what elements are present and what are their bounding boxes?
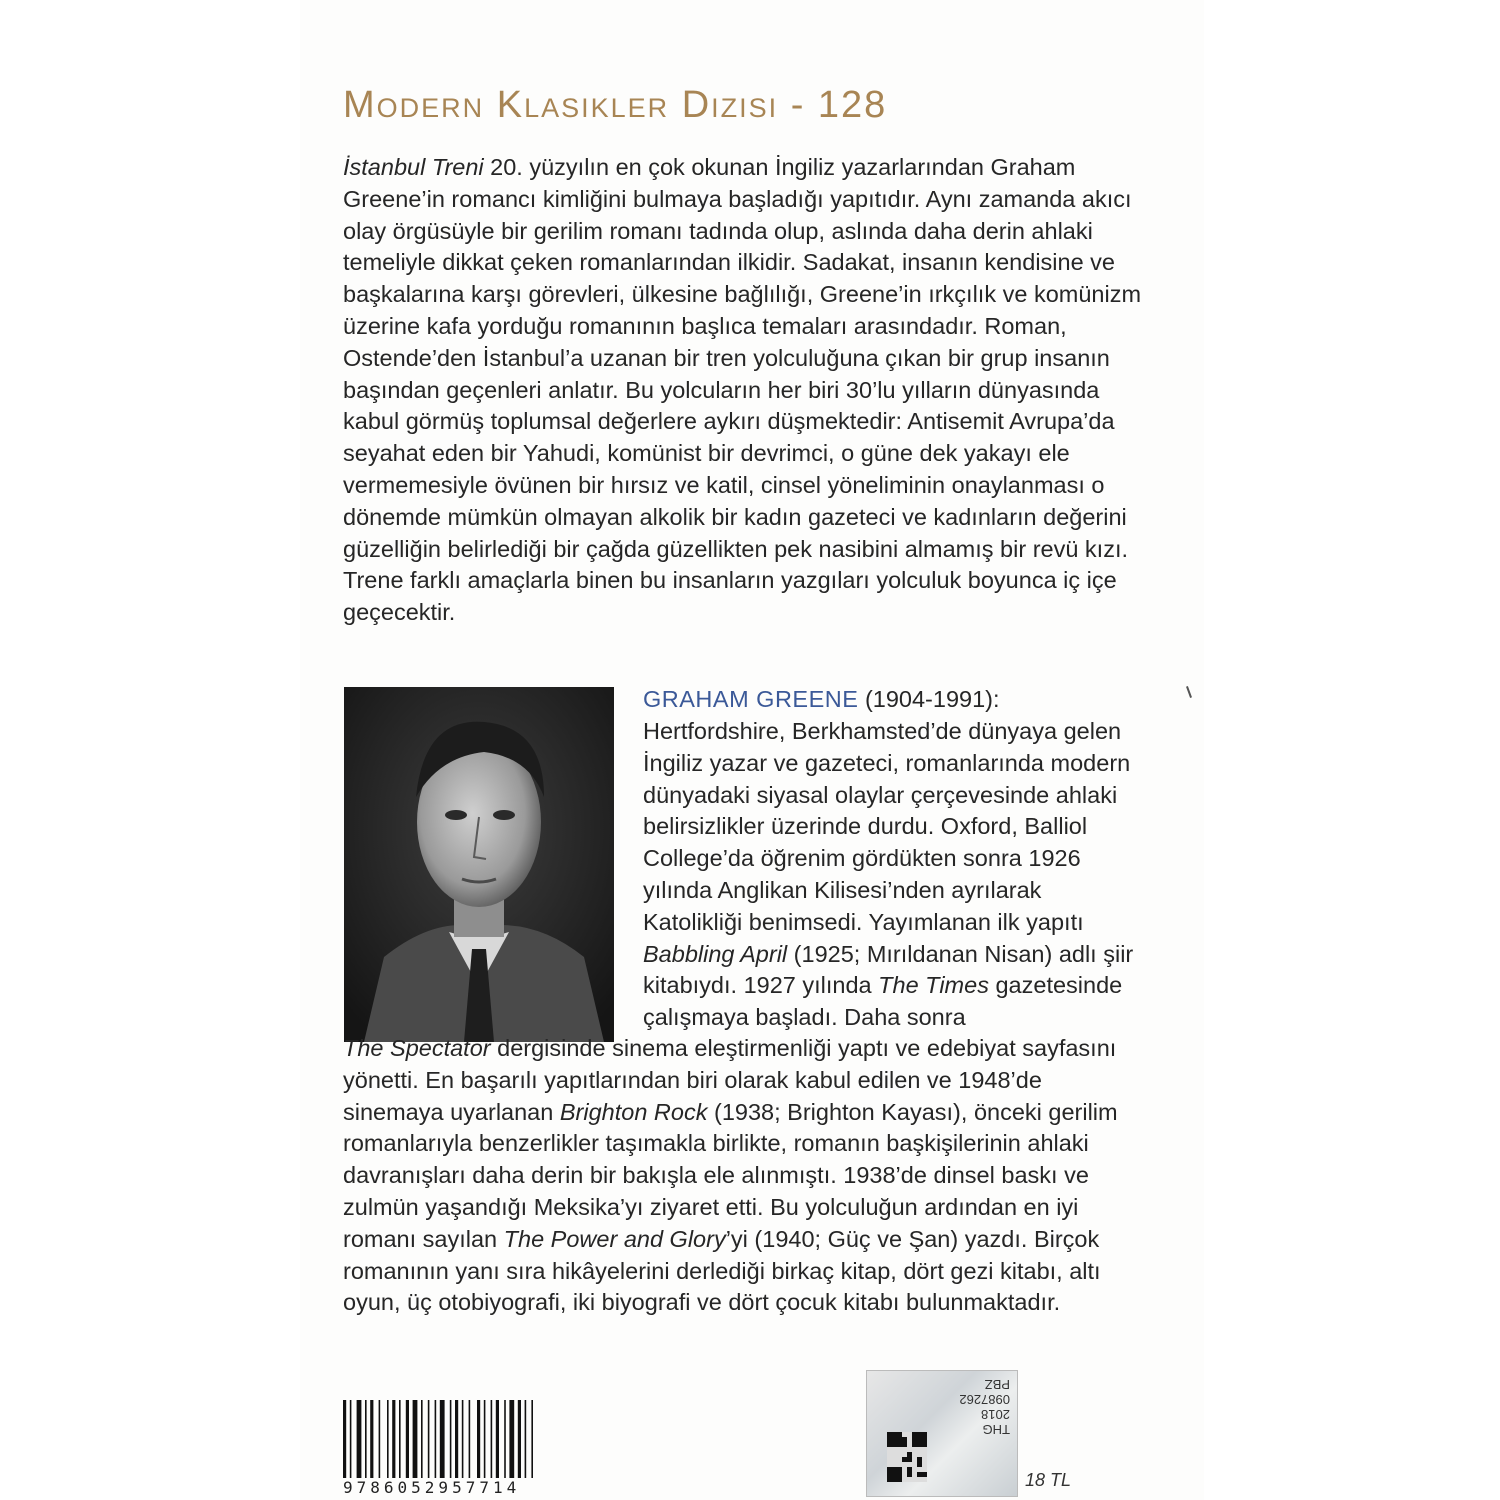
author-years: (1904-1991): <box>858 686 1000 712</box>
barcode-bar <box>484 1400 486 1490</box>
qr-code <box>887 1431 927 1483</box>
barcode-bar <box>477 1400 480 1490</box>
sticker-text <box>925 1377 1010 1437</box>
sticker-line-1: THG <box>982 1422 1010 1437</box>
sticker-line-3: PBZ <box>984 1377 1010 1392</box>
barcode-digits: 9786052957714 <box>343 1478 578 1497</box>
sticker-line-4: 2018 <box>981 1407 1010 1422</box>
barcode-bar <box>370 1400 373 1490</box>
barcode-bar <box>399 1400 401 1490</box>
bio-top-paragraph <box>643 716 1143 1034</box>
title-power-and-glory: The Power and Glory <box>503 1225 726 1252</box>
title-babbling-april: Babbling April <box>643 940 788 967</box>
author-photo <box>344 687 614 1042</box>
book-title: İstanbul Treni <box>343 154 484 180</box>
barcode-bar <box>518 1400 521 1490</box>
barcode-bar <box>531 1400 533 1490</box>
barcode-bar <box>435 1400 437 1490</box>
title-the-times: The Times <box>878 972 989 999</box>
blurb-text: 20. yüzyılın en çok okunan İngiliz yazarlarından Graham Greene’in romancı kimliğini bulmaya başladığı yapıtıdır. Aynı zamanda akıcı olay örgüsüyle bir gerilim romanı tadında olup, aslında daha derin ahlaki temeliyle dikkat çeken romanlarından ilkidir. Sadakat, insanın kendisine ve başkalarına karşı görevleri, ülkesine bağlılığı, Greene’in ırkçılık ve komünizm üzerine kafa yorduğu romanının başlıca temaları arasındadır. Roman, Ostende’den İstanbul’a uzanan bir tren yolculuğuna çıkan bir grup insanın başından geçenleri anlatır. Bu yolcuların her biri 30’lu yılların dünyasında kabul görmüş toplumsal değerlere aykırı düşmektedir: Antisemit Avrupa’da seyahat eden bir Yahudi, komünist bir devrimci, o güne dek yakayı ele vermemesiyle övünen bir hırsız ve katil, cinsel yöneliminin onaylanması o dönemde mümkün olmayan alkolik bir kadın gazeteci ve kadınların değerini güzelliğin belirlediği bir çağda güzellikten pek nasibini almamış bir revü kızı. Trene farklı amaçlarla binen bu insanların yazgıları yolculuk boyunca iç içe geçecektir. <box>343 154 1142 626</box>
barcode-bar <box>462 1400 464 1490</box>
sticker-line-2: 0987262 <box>959 1392 1010 1407</box>
author-portrait-image <box>344 687 614 1042</box>
barcode-bar <box>365 1400 367 1490</box>
tax-stamp-sticker <box>866 1370 1018 1497</box>
barcode-bar <box>469 1400 471 1490</box>
barcode-bar <box>379 1400 381 1490</box>
barcode-bar <box>387 1400 389 1490</box>
barcode-bar <box>525 1400 527 1490</box>
bio-bottom-paragraph <box>343 1033 1143 1319</box>
barcode-bar <box>428 1400 430 1490</box>
author-name: GRAHAM GREENE <box>643 686 859 712</box>
barcode-bar <box>455 1400 458 1490</box>
series-title: Modern Klasikler Dizisi - 128 <box>343 84 888 126</box>
bio-text-5: (1938; Brighton Kayası), önceki gerilim romanlarıyla benzerlikler taşımakla birlikte, romanın başkişilerinin ahlaki davranışları daha derin bir bakışla ele alınmıştı. 1938’de dinsel baskı ve zulmün yaşandığı Meksika’yı ziyaret etti. Bu yolculuğun ardından en iyi romanı sayılan <box>343 1098 1118 1252</box>
barcode-bar <box>491 1400 493 1490</box>
bio-text-6: ’yi (1940; Güç ve Şan) yazdı. Birçok romanının yanı sıra hikâyelerini derlediği birkaç kitap, dört gezi kitabı, altı oyun, üç otobiyografi, iki biyografi ve dört çocuk kitabı bulunmaktadır. <box>343 1225 1101 1316</box>
barcode-bar <box>504 1400 506 1490</box>
barcode-bar <box>406 1400 409 1490</box>
bio-text-4: dergisinde sinema eleştirmenliği yaptı ve edebiyat sayfasını yönetti. En başarılı yapıtlarından biri olarak kabul edilen ve 1948’de sinemaya uyarlanan <box>343 1035 1117 1125</box>
price: 18 TL <box>1025 1470 1072 1490</box>
bio-text-1: Hertfordshire, Berkhamsted’de dünyaya gelen İngiliz yazar ve gazeteci, romanlarında modern dünyadaki siyasal olaylar çerçevesinde ahlaki belirsizlikler üzerinde durdu. Oxford, Balliol College’da öğrenim gördükten sonra 1926 yılında Anglikan Kilisesi’nden ayrılarak Katolikliği benimsedi. Yayımlanan ilk yapıtı <box>643 718 1131 935</box>
barcode-bar <box>413 1400 418 1490</box>
title-brighton-rock: Brighton Rock <box>559 1098 708 1125</box>
title-the-spectator: The Spectator <box>343 1035 491 1061</box>
barcode-bar <box>343 1400 346 1490</box>
barcode-bar <box>509 1400 514 1490</box>
barcode-bar <box>450 1400 452 1490</box>
bio-heading <box>643 684 1143 716</box>
barcode-bar <box>357 1400 362 1490</box>
bio-text-2: (1925; Mırıldanan Nisan) adlı şiir kitabıydı. 1927 yılında <box>643 940 1134 999</box>
barcode-bar <box>496 1400 499 1490</box>
blurb-paragraph <box>343 152 1143 629</box>
bio-text-3: gazetesinde çalışmaya başladı. Daha sonra <box>643 972 1123 1031</box>
barcode <box>343 1400 578 1490</box>
barcode-bar <box>421 1400 423 1490</box>
barcode-bar <box>440 1400 445 1490</box>
barcode-bar <box>392 1400 395 1490</box>
barcode-bar <box>350 1400 352 1490</box>
